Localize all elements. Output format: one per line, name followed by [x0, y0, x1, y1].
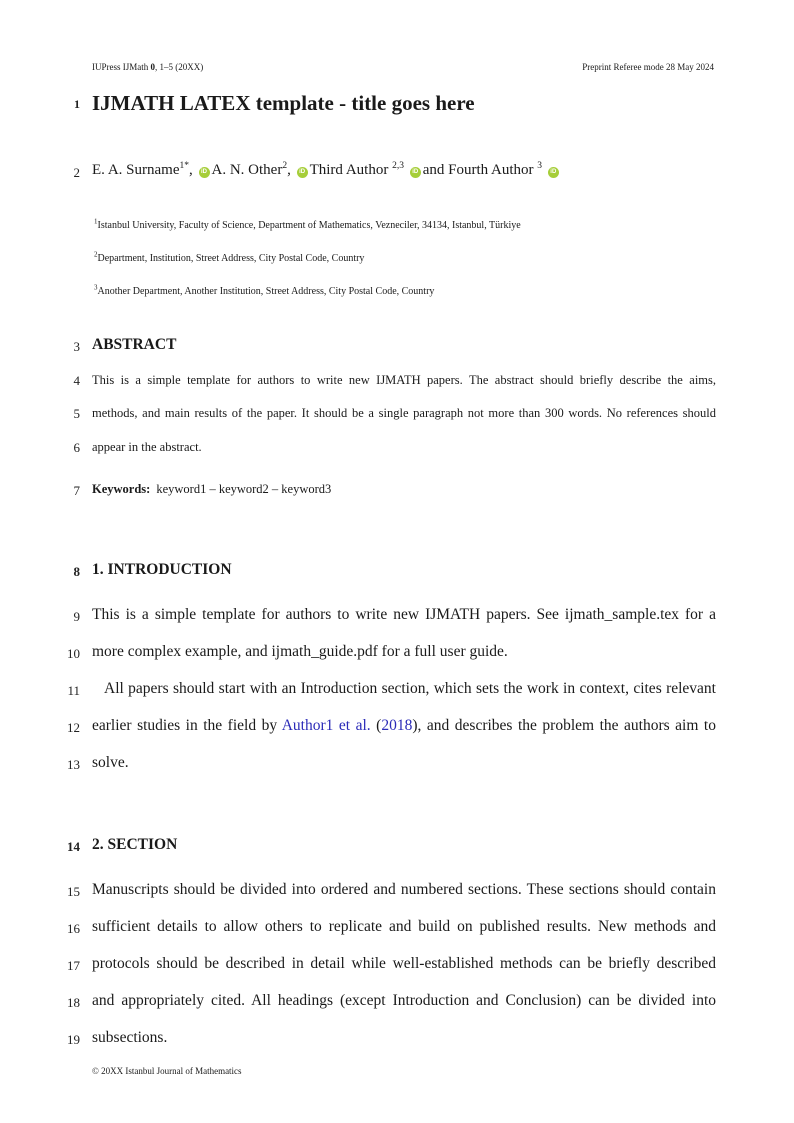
line-number: 12 [67, 720, 80, 735]
running-head-right: Preprint Referee mode 28 May 2024 [582, 62, 714, 72]
running-head-left: IUPress IJMath 0, 1–5 (20XX) [92, 62, 204, 72]
citation-author-link[interactable]: Author1 et al. [281, 717, 371, 734]
line-number: 18 [67, 995, 80, 1010]
line-number: 17 [67, 958, 80, 973]
body-line: subsections. [92, 1029, 168, 1046]
body-line: Manuscripts should be divided into ordered and numbered sections. These sections should contain [92, 881, 716, 898]
line-number: 16 [67, 921, 80, 936]
section-heading-section: 2. SECTION [92, 836, 178, 853]
body-line: and appropriately cited. All headings (except Introduction and Conclusion) can be divided into [92, 992, 716, 1009]
body-line: solve. [92, 754, 129, 771]
line-number: 5 [73, 406, 80, 421]
orcid-icon[interactable]: iD [199, 167, 210, 178]
line-number: 9 [73, 609, 80, 624]
orcid-icon[interactable]: iD [548, 167, 559, 178]
line-number: 10 [67, 646, 80, 661]
keywords-label: Keywords: [92, 482, 151, 496]
keywords [92, 482, 331, 497]
author-affil-mark: 2,3 [392, 161, 404, 171]
citation-year-link[interactable]: 2018 [381, 717, 413, 734]
affiliation: $^1$Istanbul University, Faculty of Science, Department of Mathematics, Vezneciler, 34134, Istanbul, Türkiye [94, 217, 521, 231]
paper-title: IJMATH LATEX template - title goes here [92, 91, 475, 115]
keywords-value: keyword1 – keyword2 – keyword3 [156, 482, 332, 496]
author-name: and Fourth Author [422, 162, 538, 178]
abstract-line: appear in the abstract. [92, 440, 202, 454]
line-number: 14 [67, 839, 80, 854]
author-list: E. A. Surname$^{1*}$, iD A. N. Other$^2$, iD Third Author $^{2,3}$ iD and Fourth Author $^3$ iD [92, 162, 561, 179]
line-number: 1 [74, 97, 80, 111]
line-number: 3 [73, 339, 80, 354]
line-number: 8 [73, 564, 80, 579]
orcid-icon[interactable]: iD [297, 167, 308, 178]
author-affil-mark: 1* [179, 161, 189, 171]
line-number: 7 [73, 483, 80, 498]
body-line-with-citation: earlier studies in the field by Author1 et al. (2018), and describes the problem the authors aim to [92, 717, 716, 734]
body-line: This is a simple template for authors to write new IJMATH papers. See ijmath_sample.tex for a [92, 606, 716, 623]
line-number: 6 [73, 440, 80, 455]
affiliation: $^2$Department, Institution, Street Address, City Postal Code, Country [94, 250, 365, 264]
line-number: 4 [73, 373, 80, 388]
affiliation: $^3$Another Department, Another Institution, Street Address, City Postal Code, Country [94, 283, 435, 297]
line-number: 11 [67, 683, 80, 698]
abstract-heading: ABSTRACT [92, 336, 177, 353]
line-number: 13 [67, 757, 80, 772]
line-number: 15 [67, 884, 80, 899]
body-line: more complex example, and ijmath_guide.pdf for a full user guide. [92, 643, 508, 660]
copyright-footer: © 20XX Istanbul Journal of Mathematics [92, 1066, 242, 1076]
author-name: A. N. Other [211, 162, 283, 178]
body-line: protocols should be described in detail while well-established methods can be briefly described [92, 955, 716, 972]
author-name: Third Author [309, 162, 393, 178]
body-line: sufficient details to allow others to replicate and build on published results. New methods and [92, 918, 716, 935]
abstract-line: This is a simple template for authors to write new IJMATH papers. The abstract should briefly describe the aims, [92, 373, 716, 387]
line-number: 2 [73, 165, 80, 180]
author-affil-mark: 3 [537, 161, 543, 171]
author-name: E. A. Surname [92, 162, 180, 178]
body-line: All papers should start with an Introduction section, which sets the work in context, cites relevant [104, 680, 716, 697]
orcid-icon[interactable]: iD [410, 167, 421, 178]
line-number: 19 [67, 1032, 80, 1047]
section-heading-introduction: 1. INTRODUCTION [92, 561, 232, 578]
author-affil-mark: 2 [282, 161, 288, 171]
abstract-line: methods, and main results of the paper. It should be a single paragraph not more than 300 words. No references should [92, 406, 716, 420]
